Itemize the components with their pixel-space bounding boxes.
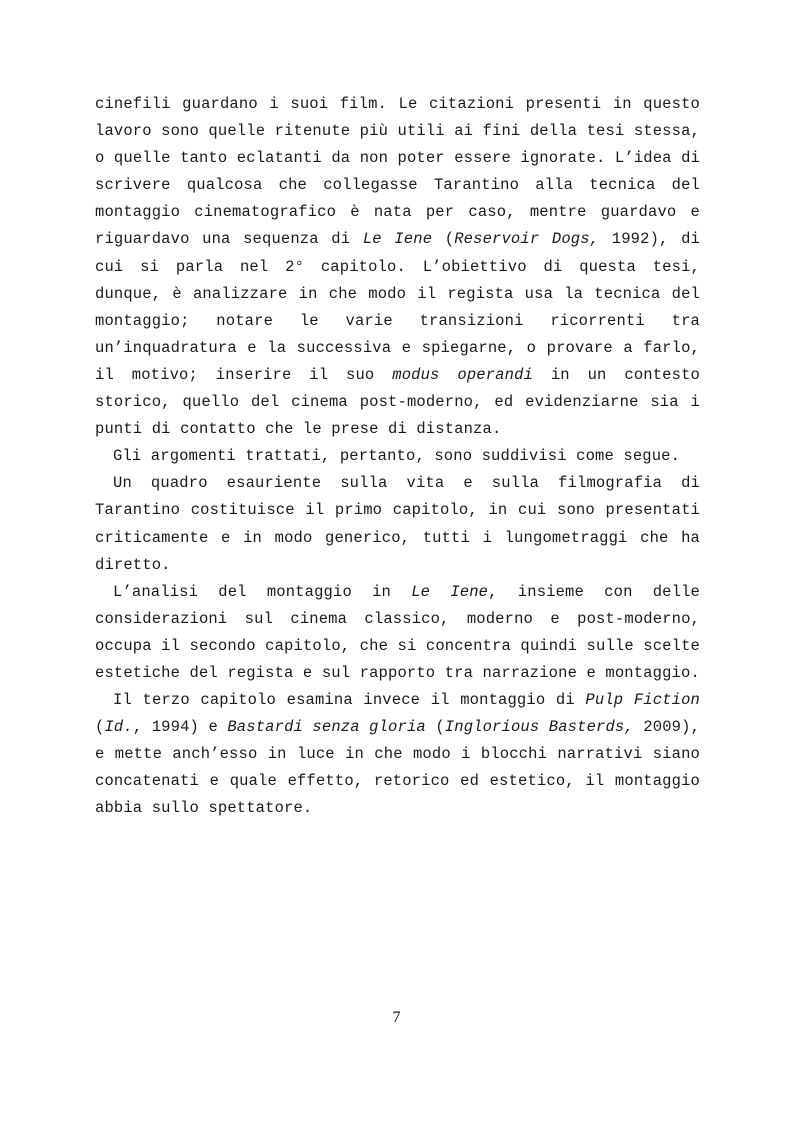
text-run: 2009), e mette anch’esso in luce in che modo i blocchi narrativi siano concatenati e quale effetto, retorico ed estetico, il montaggio abbia sullo spettatore.	[95, 718, 701, 818]
text-run: (	[432, 230, 455, 249]
page-number: 7	[392, 1009, 401, 1026]
body-text	[95, 91, 700, 823]
ibid-abbreviation: Id.	[104, 718, 133, 737]
text-run: Un quadro esauriente sulla vita e sulla filmografia di Tarantino costituisce il primo capitolo, in cui sono presentati criticamente e in modo generico, tutti i lungometraggi che ha diretto.	[95, 474, 700, 574]
text-run: , 1994) e	[132, 718, 228, 737]
paragraph-chapter-3	[95, 687, 700, 822]
text-run: in un contesto storico, quello del cinema post-moderno, ed evidenziarne sia i punti di contatto che le prese di distanza.	[95, 365, 700, 439]
paragraph-outline	[95, 443, 700, 470]
film-title: Reservoir Dogs,	[454, 230, 600, 249]
film-title: Le Iene	[362, 230, 433, 249]
paragraph-chapter-2	[95, 579, 700, 687]
paragraph-chapter-1	[95, 470, 700, 578]
film-title: Bastardi senza gloria	[227, 718, 426, 737]
text-run: (	[95, 718, 105, 737]
text-run: cinefili guardano i suoi film. Le citazioni presenti in questo lavoro sono quelle ritenute più utili ai fini della tesi stessa, o quelle tanto eclatanti da non poter essere ignorate. L’idea di scrivere qualcosa che collegasse Tarantino alla tecnica del montaggio cinematografico è nata per caso, mentre guardavo e riguardavo una sequenza di	[95, 95, 700, 249]
text-run: Gli argomenti trattati, pertanto, sono suddivisi come segue.	[113, 447, 681, 466]
text-run: Il terzo capitolo esamina invece il montaggio di	[113, 691, 586, 710]
paragraph-intro	[95, 91, 700, 443]
text-run: L’analisi del montaggio in	[113, 582, 412, 601]
film-title: Pulp Fiction	[585, 691, 701, 710]
text-run: (	[425, 718, 445, 737]
film-title: Le Iene	[411, 582, 489, 601]
text-run: 1992), di cui si parla nel 2° capitolo. L’obiettivo di questa tesi, dunque, è analizzare in che modo il regista usa la tecnica del montaggio; notare le varie transizioni ricorrenti tra un’inquadratura e la successiva e spiegarne, o provare a farlo, il motivo; inserire il suo	[95, 230, 700, 384]
text-run: , insieme con delle considerazioni sul cinema classico, moderno e post-moderno, occupa il secondo capitolo, che si concentra quindi sulle scelte estetiche del regista e sul rapporto tra narrazione e montaggio.	[95, 582, 700, 682]
latin-phrase: modus operandi	[392, 365, 533, 384]
film-title: Inglorious Basterds,	[444, 718, 634, 737]
